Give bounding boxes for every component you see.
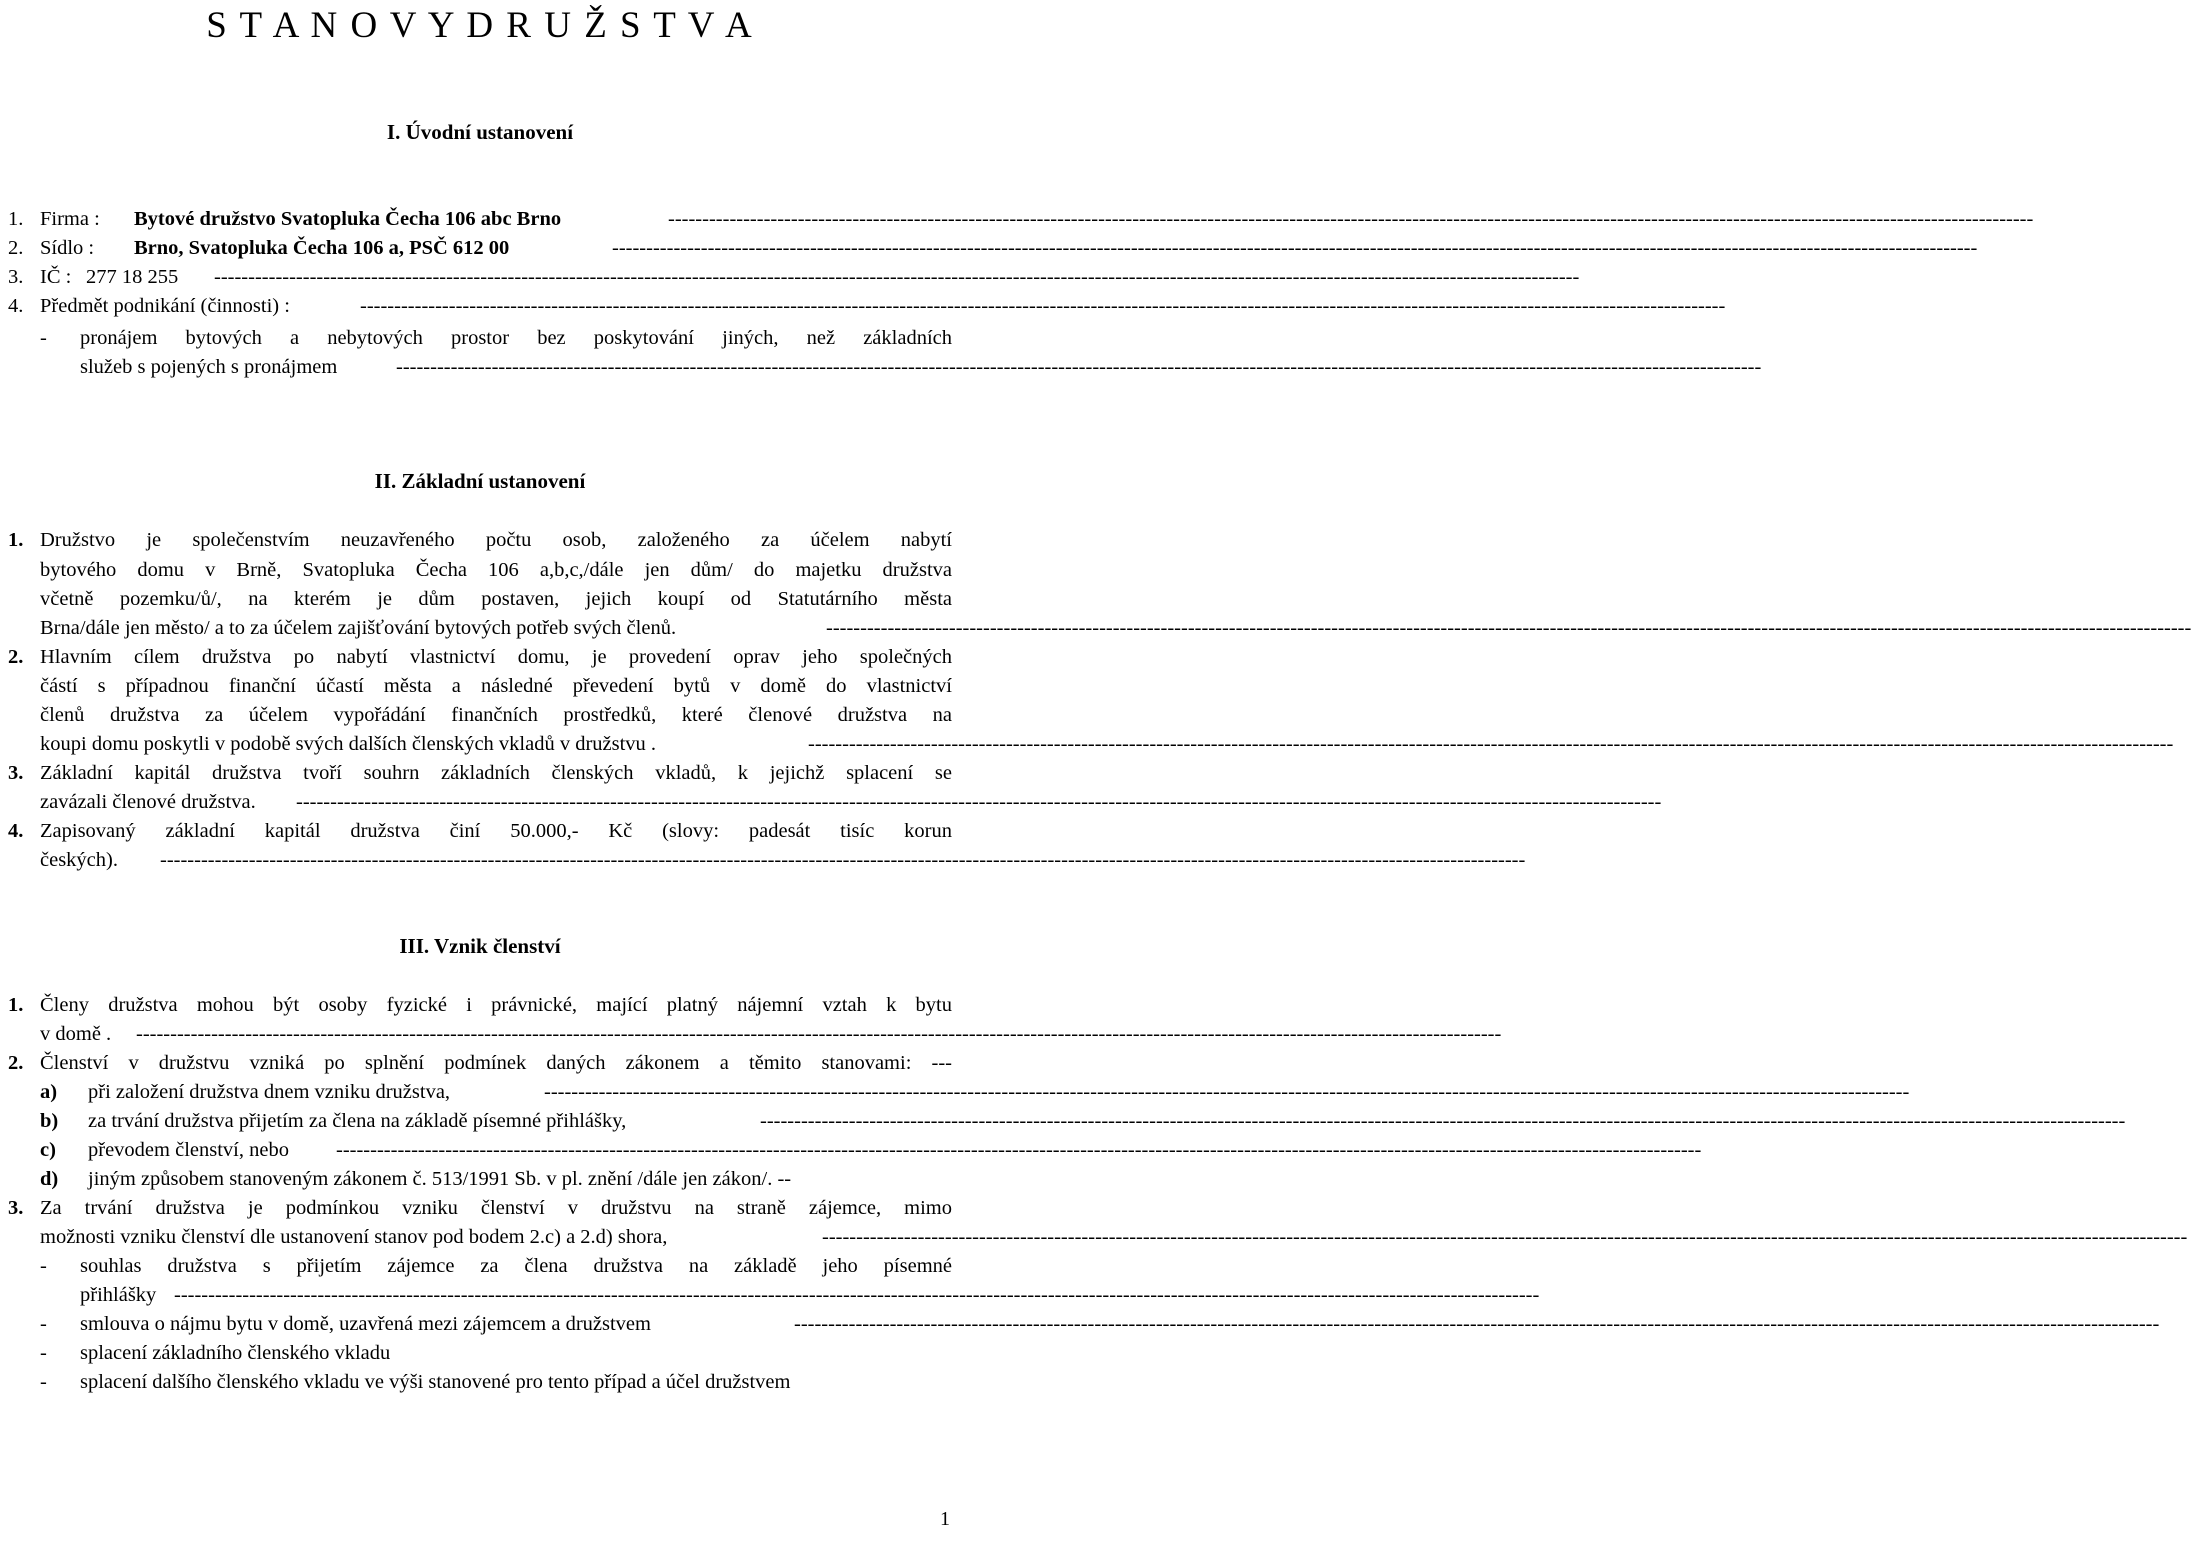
paragraph-text: včetně pozemku/ů/, na kterém je dům postaven, jejich koupí od Statutárního města <box>40 588 952 610</box>
bullet-dash: - <box>40 1313 47 1335</box>
page-number: 1 <box>940 1508 950 1530</box>
firma-value: Bytové družstvo Svatopluka Čecha 106 abc Brno <box>134 208 562 230</box>
dash-filler: -------------------------------------------------------------------------------------------------------------------------------------------------------------------------------------------------------- <box>760 1110 2126 1132</box>
dash-filler: -------------------------------------------------------------------------------------------------------------------------------------------------------------------------------------------------------- <box>544 1081 1910 1103</box>
item-number: 1. <box>8 208 24 230</box>
s3-item-c <box>0 1136 1702 1164</box>
dash-filler: -------------------------------------------------------------------------------------------------------------------------------------------------------------------------------------------------------- <box>612 237 1978 259</box>
dash-filler: -------------------------------------------------------------------------------------------------------------------------------------------------------------------------------------------------------- <box>822 1226 2188 1248</box>
sidlo-value: Brno, Svatopluka Čecha 106 a, PSČ 612 00 <box>134 237 510 259</box>
item-text: jiným způsobem stanoveným zákonem č. 513/1991 Sb. v pl. znění /dále jen zákon/. -- <box>88 1168 792 1190</box>
item-number: 3. <box>8 1197 24 1219</box>
s3-item-a <box>0 1078 1910 1106</box>
predmet-item-text: služeb s pojených s pronájmem <box>80 356 338 378</box>
item-text: při založení družstva dnem vzniku družstva, <box>88 1081 451 1103</box>
s2-p4-line-2 <box>0 846 1526 874</box>
s2-p1-line-4 <box>0 614 2191 642</box>
condition-text: souhlas družstva s přijetím zájemce za člena družstva na základě jeho písemné <box>80 1255 952 1277</box>
bullet-dash: - <box>40 1255 47 1277</box>
paragraph-text: českých). <box>40 849 118 871</box>
dash-filler: -------------------------------------------------------------------------------------------------------------------------------------------------------------------------------------------------------- <box>296 791 1662 813</box>
item-number: 3. <box>8 266 24 288</box>
s2-p2-line-3 <box>0 701 960 729</box>
document-title: S T A N O V Y D R U Ž S T V A <box>206 5 754 46</box>
paragraph-text: Za trvání družstva je podmínkou vzniku členství v družstvu na straně zájemce, mimo <box>40 1197 952 1219</box>
dash-filler: -------------------------------------------------------------------------------------------------------------------------------------------------------------------------------------------------------- <box>214 266 1580 288</box>
item-letter: c) <box>40 1139 56 1161</box>
paragraph-text: zavázali členové družstva. <box>40 791 256 813</box>
item-number: 2. <box>8 237 24 259</box>
s2-p1-line-1 <box>0 526 960 554</box>
condition-text: splacení základního členského vkladu <box>80 1342 391 1364</box>
dash-filler: -------------------------------------------------------------------------------------------------------------------------------------------------------------------------------------------------------- <box>794 1313 2160 1335</box>
s2-p2-line-1 <box>0 643 960 671</box>
paragraph-text: Družstvo je společenstvím neuzavřeného počtu osob, založeného za účelem nabytí <box>40 529 952 551</box>
paragraph-text: částí s případnou finanční účastí města a následné převedení bytů v domě do vlastnictví <box>40 675 952 697</box>
paragraph-text: bytového domu v Brně, Svatopluka Čecha 106 a,b,c,/dále jen dům/ do majetku družstva <box>40 559 952 581</box>
dash-filler: -------------------------------------------------------------------------------------------------------------------------------------------------------------------------------------------------------- <box>174 1284 1540 1306</box>
paragraph-text: Hlavním cílem družstva po nabytí vlastnictví domu, je provedení oprav jeho společných <box>40 646 952 668</box>
item-number: 4. <box>8 295 24 317</box>
paragraph-text: Zapisovaný základní kapitál družstva činí 50.000,- Kč (slovy: padesát tisíc korun <box>40 820 952 842</box>
predmet-line <box>0 292 1726 320</box>
predmet-item-line-1 <box>0 324 960 352</box>
item-letter: b) <box>40 1110 59 1132</box>
s2-p2-line-4 <box>0 730 2174 758</box>
predmet-label: Předmět podnikání (činnosti) : <box>40 295 290 317</box>
dash-filler: -------------------------------------------------------------------------------------------------------------------------------------------------------------------------------------------------------- <box>160 849 1526 871</box>
s3-p2-line-1 <box>0 1049 960 1077</box>
ic-label: IČ : <box>40 266 72 288</box>
paragraph-text: Brna/dále jen město/ a to za účelem zajišťování bytových potřeb svých členů. <box>40 617 677 639</box>
paragraph-text: členů družstva za účelem vypořádání finančních prostředků, které členové družstva na <box>40 704 952 726</box>
s3-condition-4 <box>0 1368 960 1396</box>
s2-p4-line-1 <box>0 817 960 845</box>
paragraph-text: v domě . <box>40 1023 112 1045</box>
dash-filler: -------------------------------------------------------------------------------------------------------------------------------------------------------------------------------------------------------- <box>826 617 2191 639</box>
dash-filler: -------------------------------------------------------------------------------------------------------------------------------------------------------------------------------------------------------- <box>808 733 2174 755</box>
bullet-dash: - <box>40 1342 47 1364</box>
paragraph-text: Členství v družstvu vzniká po splnění podmínek daných zákonem a těmito stanovami: --- <box>40 1052 952 1074</box>
item-number: 2. <box>8 1052 24 1074</box>
section-heading-1: I. Úvodní ustanovení <box>386 120 574 144</box>
s2-p3-line-1 <box>0 759 960 787</box>
s3-item-b <box>0 1107 2126 1135</box>
predmet-item-text: pronájem bytových a nebytových prostor bez poskytování jiných, než základních <box>80 327 952 349</box>
bullet-dash: - <box>40 1371 47 1393</box>
dash-filler: -------------------------------------------------------------------------------------------------------------------------------------------------------------------------------------------------------- <box>668 208 2034 230</box>
s3-item-d <box>0 1165 960 1193</box>
s3-p3-line-1 <box>0 1194 960 1222</box>
predmet-item-line-2 <box>0 353 1762 381</box>
item-letter: d) <box>40 1168 59 1190</box>
item-number: 1. <box>8 994 24 1016</box>
dash-filler: -------------------------------------------------------------------------------------------------------------------------------------------------------------------------------------------------------- <box>396 356 1762 378</box>
item-letter: a) <box>40 1081 58 1103</box>
s2-p1-line-3 <box>0 585 960 613</box>
s3-p1-line-1 <box>0 991 960 1019</box>
s3-condition-3 <box>0 1339 960 1367</box>
condition-text: smlouva o nájmu bytu v domě, uzavřená mezi zájemcem a družstvem <box>80 1313 651 1335</box>
s3-p1-line-2 <box>0 1020 1502 1048</box>
s3-p3-line-2 <box>0 1223 2188 1251</box>
s2-p2-line-2 <box>0 672 960 700</box>
section-heading-2: II. Základní ustanovení <box>374 469 586 493</box>
dash-filler: -------------------------------------------------------------------------------------------------------------------------------------------------------------------------------------------------------- <box>360 295 1726 317</box>
item-text: převodem členství, nebo <box>88 1139 289 1161</box>
ic-value: 277 18 255 <box>86 266 179 288</box>
ic-line <box>0 263 1580 291</box>
item-number: 3. <box>8 762 24 784</box>
section-heading-3: III. Vznik členství <box>399 934 561 958</box>
s3-condition-1-line-2 <box>0 1281 1540 1309</box>
dash-filler: -------------------------------------------------------------------------------------------------------------------------------------------------------------------------------------------------------- <box>336 1139 1702 1161</box>
paragraph-text: Základní kapitál družstva tvoří souhrn základních členských vkladů, k jejichž splacení se <box>40 762 952 784</box>
paragraph-text: Členy družstva mohou být osoby fyzické i právnické, mající platný nájemní vztah k bytu <box>40 994 952 1016</box>
item-number: 4. <box>8 820 24 842</box>
s3-condition-1-line-1 <box>0 1252 960 1280</box>
paragraph-text: možnosti vzniku členství dle ustanovení stanov pod bodem 2.c) a 2.d) shora, <box>40 1226 668 1248</box>
item-number: 1. <box>8 529 24 551</box>
s2-p3-line-2 <box>0 788 1662 816</box>
sidlo-line <box>0 234 1978 262</box>
sidlo-label: Sídlo : <box>40 237 95 259</box>
item-text: za trvání družstva přijetím za člena na základě písemné přihlášky, <box>88 1110 627 1132</box>
bullet-dash: - <box>40 327 47 349</box>
paragraph-text: koupi domu poskytli v podobě svých dalších členských vkladů v družstvu . <box>40 733 657 755</box>
firma-line <box>0 205 2034 233</box>
s2-p1-line-2 <box>0 556 960 584</box>
item-number: 2. <box>8 646 24 668</box>
firma-label: Firma : <box>40 208 100 230</box>
s3-condition-2 <box>0 1310 2160 1338</box>
condition-text: splacení dalšího členského vkladu ve výši stanovené pro tento případ a účel družstvem <box>80 1371 791 1393</box>
condition-text: přihlášky <box>80 1284 157 1306</box>
dash-filler: -------------------------------------------------------------------------------------------------------------------------------------------------------------------------------------------------------- <box>136 1023 1502 1045</box>
